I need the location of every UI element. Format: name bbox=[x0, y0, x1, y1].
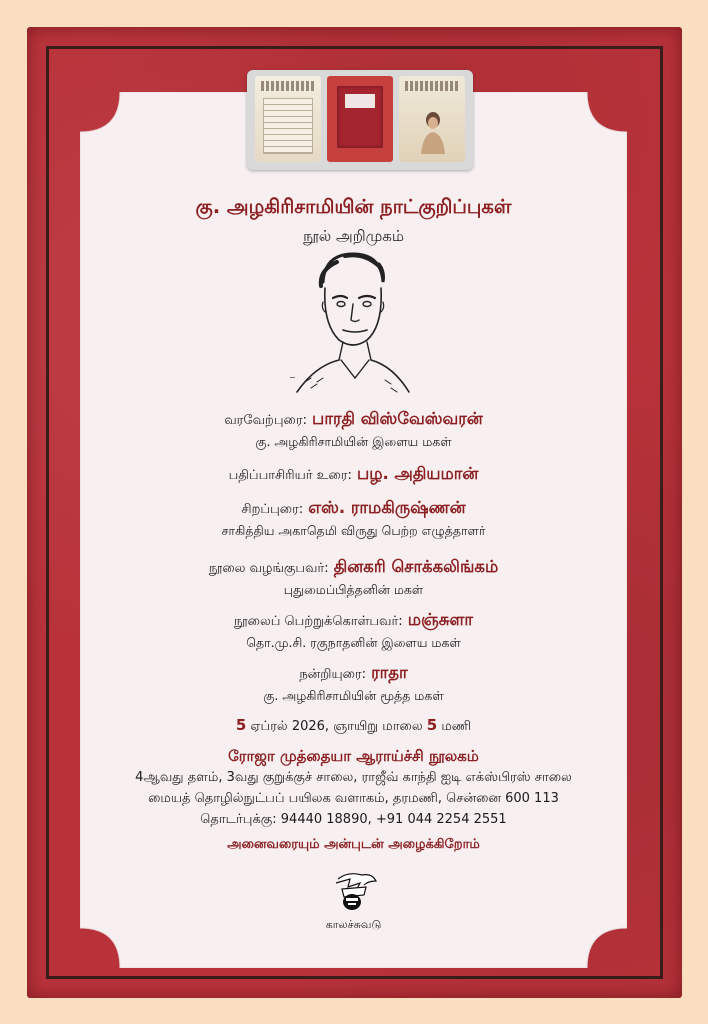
speaker-thanks bbox=[80, 663, 627, 685]
event-title: கு. அழகிரிசாமியின் நாட்குறிப்புகள் bbox=[195, 195, 512, 218]
speaker-name: பழ. அதியமான் bbox=[356, 464, 479, 483]
date-hour: 5 bbox=[426, 716, 438, 734]
speaker-receiver bbox=[80, 610, 627, 632]
author-sketch-portrait bbox=[285, 242, 415, 402]
publisher-logo-icon bbox=[328, 869, 380, 913]
address-line-2: மையத் தொழில்நுட்பப் பயிலக வளாகம், தரமணி, சென்னை 600 113 bbox=[148, 791, 559, 806]
svg-text:~: ~ bbox=[289, 373, 296, 382]
speaker-role: வரவேற்புரை: bbox=[224, 413, 307, 428]
invitation-line: அனைவரையும் அன்புடன் அழைக்கிறோம் bbox=[227, 837, 480, 852]
publisher-name: காலச்சுவடு bbox=[325, 918, 382, 931]
speaker-welcome bbox=[80, 409, 627, 431]
speaker-role: நன்றியுரை: bbox=[299, 667, 367, 682]
book-covers-strip bbox=[247, 70, 473, 170]
speaker-name: தினகரி சொக்கலிங்கம் bbox=[333, 557, 499, 576]
address-line-1: 4ஆவது தளம், 3வது குறுக்குச் சாலை, ராஜீவ் காந்தி ஐடி எக்ஸ்பிரஸ் சாலை bbox=[135, 770, 572, 785]
date-text: ஏப்ரல் 2026, ஞாயிறு மாலை bbox=[246, 719, 427, 734]
speaker-name: ராதா bbox=[371, 663, 408, 682]
speaker-desc: கு. அழகிரிசாமியின் மூத்த மகள் bbox=[263, 688, 444, 703]
book-cover-red-icon bbox=[327, 76, 393, 162]
speaker-name: எஸ். ராமகிருஷ்ணன் bbox=[308, 498, 466, 517]
event-venue: ரோஜா முத்தையா ஆராய்ச்சி நூலகம் bbox=[228, 747, 479, 765]
speaker-role: நூலைப் பெற்றுக்கொள்பவர்: bbox=[234, 614, 403, 629]
book-cover-portrait-icon bbox=[399, 76, 465, 162]
speaker-special bbox=[80, 498, 627, 520]
speaker-desc: சாகித்திய அகாதெமி விருது பெற்ற எழுத்தாளர் bbox=[221, 523, 486, 538]
invitation-content bbox=[80, 92, 627, 968]
event-date bbox=[80, 716, 627, 735]
speaker-desc: கு. அழகிரிசாமியின் இளைய மகள் bbox=[255, 434, 452, 449]
date-text-end: மணி bbox=[437, 719, 472, 734]
speaker-name: மஞ்சுளா bbox=[407, 610, 473, 629]
speaker-presenter bbox=[80, 557, 627, 579]
speaker-editor bbox=[80, 464, 627, 486]
book-cover-diary-icon bbox=[255, 76, 321, 162]
date-day: 5 bbox=[235, 716, 247, 734]
speaker-desc: புதுமைப்பித்தனின் மகள் bbox=[283, 582, 424, 597]
speaker-desc: தொ.மு.சி. ரகுநாதனின் இளைய மகள் bbox=[246, 635, 461, 650]
speaker-role: பதிப்பாசிரியர் உரை: bbox=[228, 468, 352, 483]
speaker-name: பாரதி விஸ்வேஸ்வரன் bbox=[312, 409, 483, 428]
speaker-role: நூலை வழங்குபவர்: bbox=[208, 561, 329, 576]
contact-info: தொடர்புக்கு: 94440 18890, +91 044 2254 2551 bbox=[200, 812, 507, 827]
speaker-role: சிறப்புரை: bbox=[241, 502, 304, 517]
event-subtitle: நூல் அறிமுகம் bbox=[303, 227, 404, 245]
